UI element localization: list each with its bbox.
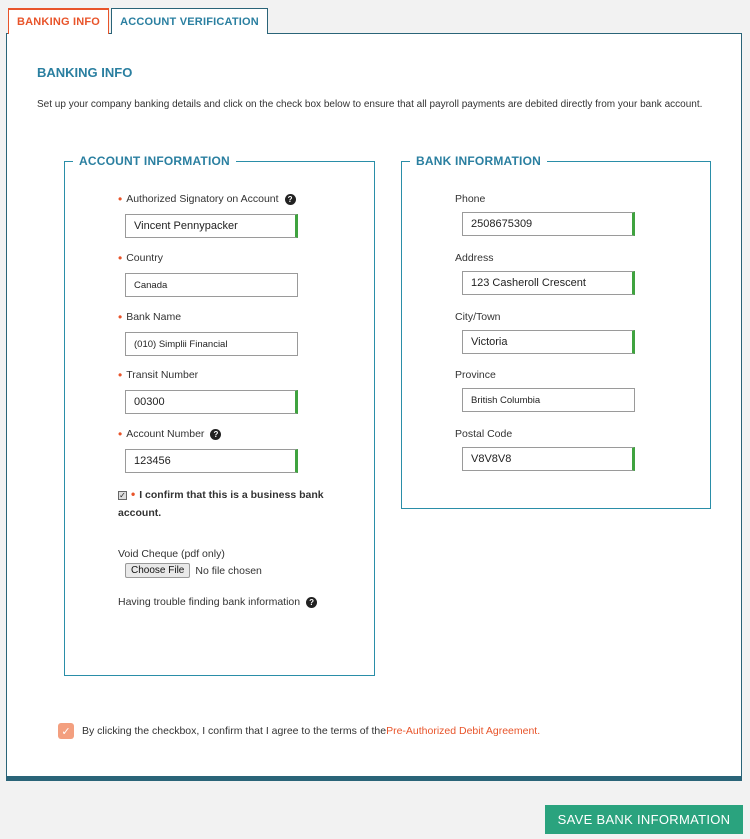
page-title: BANKING INFO bbox=[37, 65, 133, 80]
country-select[interactable]: Canada bbox=[125, 273, 298, 297]
bank-name-select[interactable]: (010) Simplii Financial bbox=[125, 332, 298, 356]
tab-bar bbox=[8, 8, 268, 34]
required-marker: • bbox=[118, 251, 123, 265]
bank-information-legend: BANK INFORMATION bbox=[416, 154, 541, 168]
phone-input[interactable]: 2508675309 bbox=[462, 212, 635, 236]
tab-banking-info[interactable]: BANKING INFO bbox=[8, 8, 109, 34]
transit-label: • Transit Number bbox=[118, 368, 199, 382]
address-input[interactable]: 123 Casheroll Crescent bbox=[462, 271, 635, 295]
required-marker: • bbox=[118, 192, 123, 206]
postal-input[interactable]: V8V8V8 bbox=[462, 447, 635, 471]
province-label: Province bbox=[455, 369, 496, 381]
city-label: City/Town bbox=[455, 311, 501, 323]
account-number-label: • Account Number ? bbox=[118, 428, 221, 440]
phone-label: Phone bbox=[455, 193, 486, 205]
account-information-legend: ACCOUNT INFORMATION bbox=[79, 154, 230, 168]
save-bank-information-button[interactable]: SAVE BANK INFORMATION bbox=[545, 805, 743, 834]
transit-input[interactable]: 00300 bbox=[125, 390, 298, 414]
pad-agreement-checkbox[interactable]: ✓ bbox=[58, 723, 74, 739]
banking-info-panel bbox=[6, 33, 742, 781]
void-cheque-file-input bbox=[125, 563, 262, 578]
required-marker: • bbox=[118, 368, 123, 382]
bank-info-help: Having trouble finding bank information ? bbox=[118, 596, 317, 608]
province-select[interactable]: British Columbia bbox=[462, 388, 635, 412]
bank-name-label: • Bank Name bbox=[118, 310, 182, 324]
bank-information-section bbox=[401, 154, 711, 509]
help-icon[interactable]: ? bbox=[285, 194, 296, 205]
signatory-input[interactable]: Vincent Pennypacker bbox=[125, 214, 298, 238]
required-marker: • bbox=[118, 427, 123, 441]
postal-label: Postal Code bbox=[455, 428, 513, 440]
pad-agreement-text: By clicking the checkbox, I confirm that I agree to the terms of the bbox=[82, 725, 387, 737]
help-icon[interactable]: ? bbox=[210, 429, 221, 440]
page-description: Set up your company banking details and click on the check box below to ensure that all payroll payments are debited directly from your bank account. bbox=[37, 99, 703, 110]
pad-agreement bbox=[58, 723, 540, 739]
business-account-checkbox[interactable]: ✓ bbox=[119, 490, 126, 500]
pad-agreement-link[interactable]: Pre-Authorized Debit Agreement. bbox=[386, 725, 541, 737]
country-label: • Country bbox=[118, 251, 163, 265]
required-marker: • bbox=[118, 310, 123, 324]
address-label: Address bbox=[455, 252, 494, 264]
file-status: No file chosen bbox=[195, 564, 262, 577]
tab-account-verification[interactable]: ACCOUNT VERIFICATION bbox=[111, 8, 268, 34]
account-information-section bbox=[64, 154, 375, 676]
required-marker: • bbox=[131, 487, 136, 501]
signatory-label: • Authorized Signatory on Account ? bbox=[118, 193, 296, 205]
business-account-confirm: ✓ • I confirm that this is a business bank account. bbox=[118, 487, 324, 519]
void-cheque-label: Void Cheque (pdf only) bbox=[118, 548, 225, 560]
account-number-input[interactable]: 123456 bbox=[125, 449, 298, 473]
help-icon[interactable]: ? bbox=[306, 597, 317, 608]
choose-file-button[interactable]: Choose File bbox=[125, 563, 190, 578]
city-input[interactable]: Victoria bbox=[462, 330, 635, 354]
